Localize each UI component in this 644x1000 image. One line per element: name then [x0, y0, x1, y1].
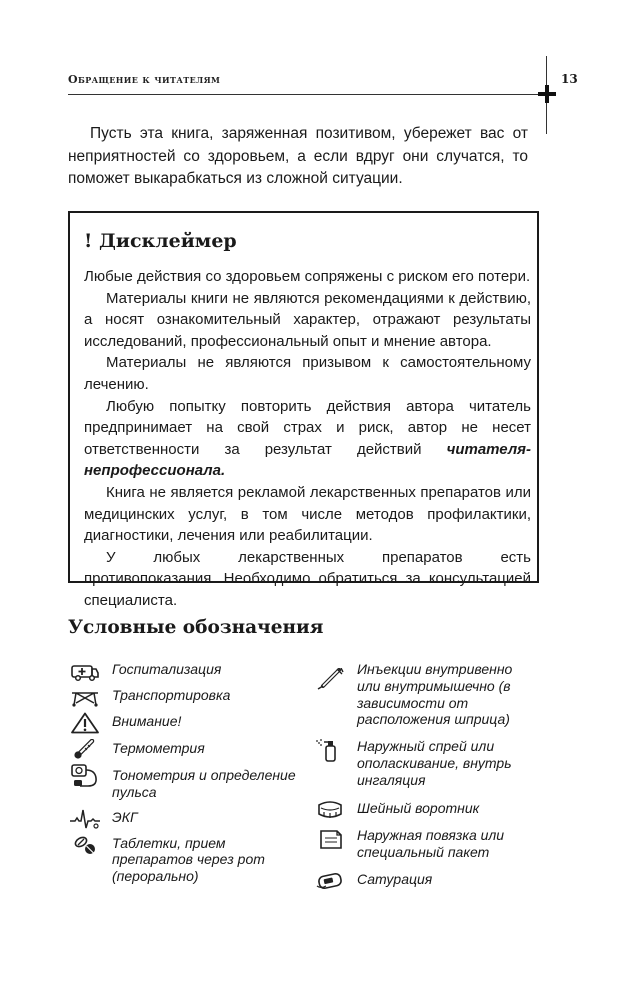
legend-label: Таблетки, прием препаратов через рот (перорально) [112, 834, 265, 885]
lead-paragraph [68, 123, 528, 191]
syringe-icon [315, 669, 345, 689]
spray-icon [315, 740, 345, 760]
legend-item [313, 871, 533, 888]
ecg-icon [70, 809, 100, 829]
legend-label: Наружная повязка или специальный пакет [357, 827, 505, 861]
running-title: Обращение к читателям [68, 73, 221, 86]
legend-label: Транспортировка [112, 686, 231, 703]
legend-label: ЭКГ [112, 808, 138, 825]
page-number: 13 [561, 72, 578, 86]
lead-text: Пусть эта книга, заряженная позитивом, убережет вас от неприятностей со здоровьем, а если вдруг они случатся, то поможет выкарабкаться из сложной ситуации. [68, 125, 528, 187]
legend-label: Термометрия [112, 740, 205, 757]
disclaimer-paragraph: Материалы книги не являются рекомендациями к действию, а носят ознакомительный характер, отражают результаты исследований, профессиональный опыт и мнение автора. [84, 289, 531, 350]
bandage-icon [315, 829, 345, 849]
legend-label: Госпитализация [112, 661, 222, 677]
legend-label: Наружный спрей или ополаскивание, внутрь ингаляция [357, 738, 512, 788]
disclaimer-title: ! Дисклеймер [84, 230, 237, 252]
legend-label: Тонометрия и определение пульса [112, 767, 296, 800]
legend-item [68, 809, 300, 826]
legend-item [313, 800, 533, 817]
disclaimer-paragraph: У любых лекарственных препаратов есть противопоказания. Необходимо обратиться за консультацией специалиста. [84, 548, 531, 609]
disclaimer-paragraph-text: Любую попытку повторить действия автора читатель предпринимает на свой страх и риск, автор не несет ответственности за результат действий [84, 397, 531, 458]
disclaimer-paragraph: Материалы не являются призывом к самостоятельному лечению. [84, 354, 531, 393]
legend-label: Внимание! [112, 712, 182, 729]
legend-column-right [313, 661, 533, 896]
neck-collar-icon [315, 800, 345, 820]
legend-item [68, 740, 300, 757]
disclaimer-box [68, 211, 539, 609]
disclaimer-paragraph: Любые действия со здоровьем сопряжены с риском его потери. [84, 268, 531, 285]
legend-title: Условные обозначения [68, 617, 324, 638]
plus-mark-icon [538, 85, 556, 103]
legend-item [68, 661, 300, 678]
legend-item [68, 835, 300, 885]
warning-icon [70, 713, 100, 733]
pulse-oximeter-icon [315, 871, 345, 891]
disclaimer-body [84, 266, 531, 612]
legend-item [313, 738, 533, 788]
legend-item [68, 713, 300, 730]
ambulance-icon [70, 661, 100, 681]
legend-label: Инъекции внутривенно или внутримышечно (в зависимости от расположения шприца) [357, 661, 513, 728]
disclaimer-emphasis: читателя-непрофессионала. [84, 440, 531, 480]
stretcher-icon [70, 687, 100, 707]
legend-item [313, 827, 533, 861]
legend-item [68, 687, 300, 704]
thermometer-icon [70, 740, 100, 760]
legend-label: Сатурация [357, 870, 433, 887]
pills-icon [70, 835, 100, 855]
disclaimer-paragraph: Книга не является рекламой лекарственных препаратов или медицинских услуг, в том числе методов профилактики, диагностики, лечения или реабилитации. [84, 483, 531, 545]
tonometer-icon [70, 765, 100, 785]
legend-item [68, 767, 300, 801]
header-rule [68, 94, 543, 95]
legend-label: Шейный воротник [357, 799, 480, 816]
legend-item [313, 661, 533, 728]
disclaimer-paragraph-with-emphasis [84, 396, 531, 482]
legend-column-left [68, 661, 300, 893]
